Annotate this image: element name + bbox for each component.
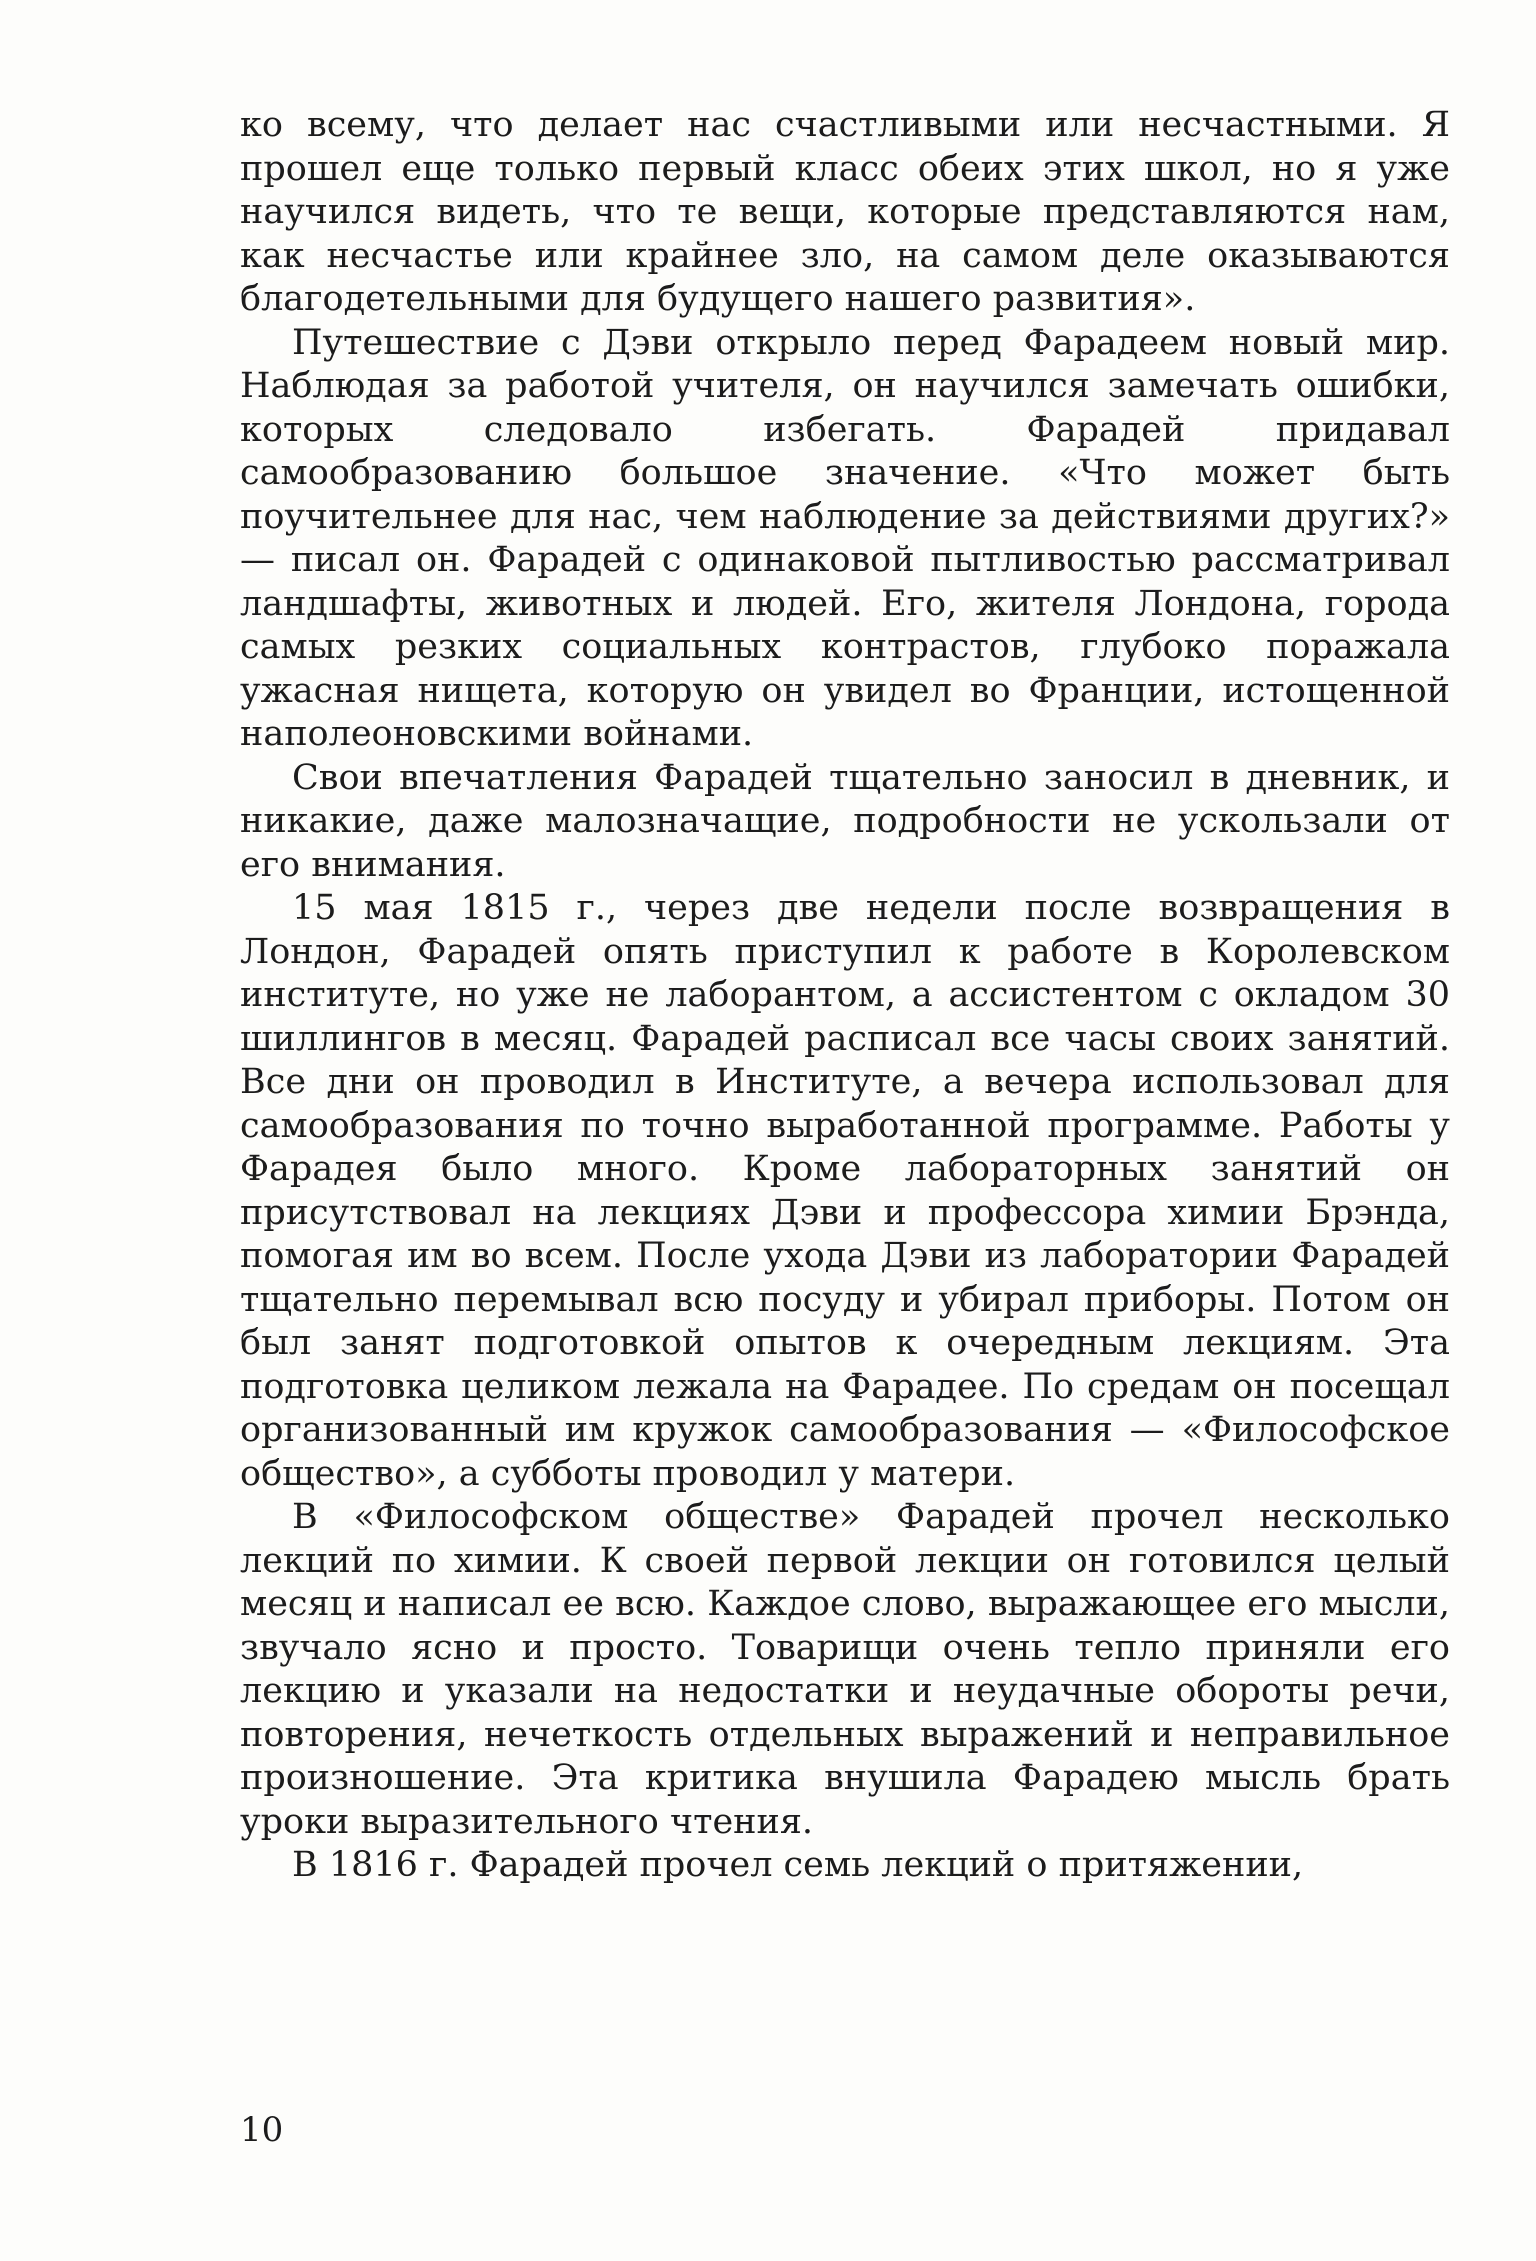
paragraph-1: ко всему, что делает нас счастливыми или несчастными. Я прошел еще только первый класс обеих этих школ, но я уже научился видеть, что те вещи, которые представляются нам, как несчастье или крайнее зло, на самом деле оказываются благодетельными для будущего нашего развития». — [240, 105, 1450, 319]
paragraph-3: Свои впечатления Фарадей тщательно заносил в дневник, и никакие, даже малозначащие, подробности не ускользали от его внимания. — [240, 757, 1450, 885]
paragraph-4: 15 мая 1815 г., через две недели после возвращения в Лондон, Фарадей опять приступил к работе в Королевском институте, но уже не лаборантом, а ассистентом с окладом 30 шиллингов в месяц. Фарадей расписал все часы своих занятий. Все дни он проводил в Институте, а вечера использовал для самообразования по точно выработанной программе. Работы у Фарадея было много. Кроме лабораторных занятий он присутствовал на лекциях Дэви и профессора химии Брэнда, помогая им во всем. После ухода Дэви из лаборатории Фарадей тщательно перемывал всю посуду и убирал приборы. Потом он был занят подготовкой опытов к очередным лекциям. Эта подготовка целиком лежала на Фарадее. По средам он посещал организованный им кружок самообразования — «Философское общество», а субботы проводил у матери. — [240, 888, 1450, 1494]
paragraph-2: Путешествие с Дэви открыло перед Фарадеем новый мир. Наблюдая за работой учителя, он научился замечать ошибки, которых следовало избегать. Фарадей придавал самообразованию большое значение. «Что может быть поучительнее для нас, чем наблюдение за действиями других?» — писал он. Фарадей с одинаковой пытливостью рассматривал ландшафты, животных и людей. Его, жителя Лондона, города самых резких социальных контрастов, глубоко поражала ужасная нищета, которую он увидел во Франции, истощенной наполеоновскими войнами. — [240, 322, 1450, 754]
page-number: 10 — [240, 2110, 284, 2150]
paragraph-5: В «Философском обществе» Фарадей прочел несколько лекций по химии. К своей первой лекции он готовился целый месяц и написал ее всю. Каждое слово, выражающее его мысли, звучало ясно и просто. Товарищи очень тепло приняли его лекцию и указали на недостатки и неудачные обороты речи, повторения, нечеткость отдельных выражений и неправильное произношение. Эта критика внушила Фарадею мысль брать уроки выразительного чтения. — [240, 1497, 1450, 1842]
paragraph-6: В 1816 г. Фарадей прочел семь лекций о притяжении, — [292, 1845, 1304, 1885]
body-text — [240, 104, 1450, 1888]
